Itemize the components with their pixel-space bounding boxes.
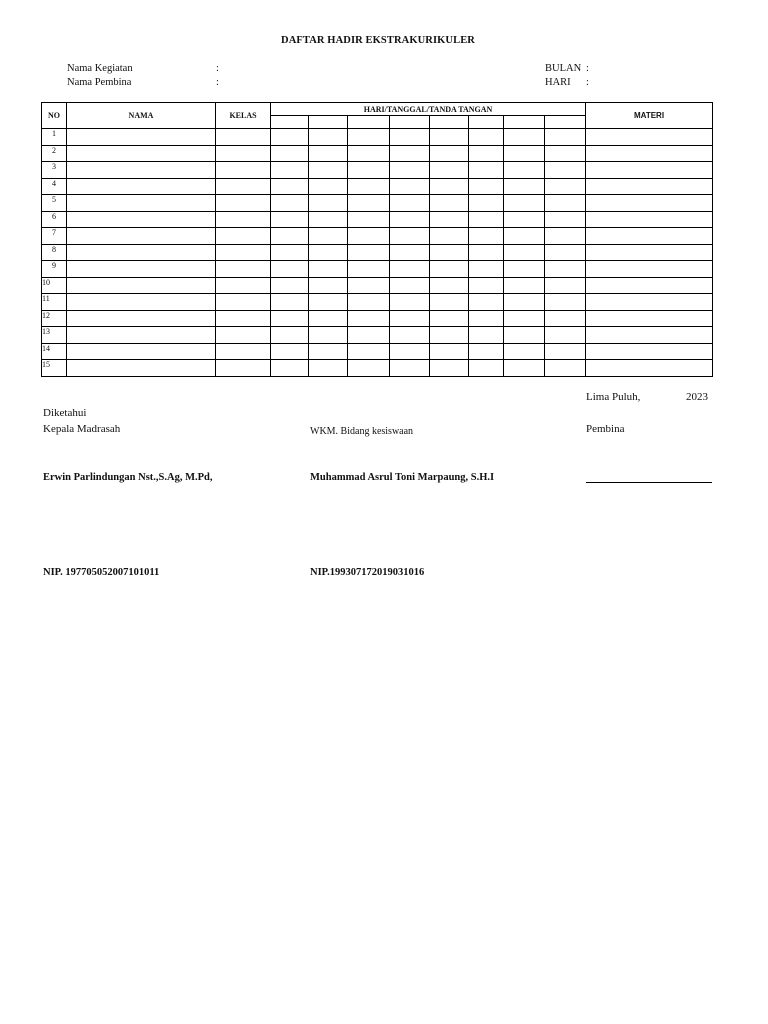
pembina-signature-line [586,482,712,483]
materi-cell [586,178,713,195]
document-title: DAFTAR HADIR EKSTRAKURIKULER [281,35,475,46]
nama-cell [67,261,216,278]
kepala-madrasah-name: Erwin Parlindungan Nst.,S.Ag, M.Pd, [43,472,213,483]
date-cell-7 [504,244,545,261]
nama-cell [67,145,216,162]
table-row [42,261,713,278]
date-column-8 [545,116,586,129]
row-number: 13 [42,327,67,344]
materi-cell [586,343,713,360]
nama-kegiatan-label: Nama Kegiatan [67,63,133,74]
date-cell-1 [271,244,309,261]
date-cell-6 [469,310,504,327]
date-column-3 [348,116,390,129]
materi-cell [586,277,713,294]
date-cell-6 [469,360,504,377]
date-cell-3 [348,178,390,195]
nama-kegiatan-colon: : [216,63,219,74]
nama-pembina-colon: : [216,77,219,88]
materi-cell [586,327,713,344]
date-cell-8 [545,310,586,327]
nama-cell [67,162,216,179]
table-row [42,178,713,195]
date-cell-8 [545,211,586,228]
date-cell-3 [348,244,390,261]
nama-cell [67,178,216,195]
date-cell-6 [469,211,504,228]
pembina-title: Pembina [586,423,625,435]
date-cell-7 [504,343,545,360]
hari-colon: : [586,77,589,88]
header-materi: MATERI [586,103,713,129]
date-cell-7 [504,360,545,377]
date-cell-7 [504,145,545,162]
year: 2023 [686,391,708,403]
nama-cell [67,244,216,261]
date-cell-2 [309,162,348,179]
kelas-cell [216,327,271,344]
table-row [42,162,713,179]
date-cell-3 [348,129,390,146]
date-cell-8 [545,244,586,261]
header-hari-tanggal: HARI/TANGGAL/TANDA TANGAN [271,103,586,116]
date-cell-5 [430,310,469,327]
date-cell-8 [545,360,586,377]
date-cell-4 [390,195,430,212]
date-cell-7 [504,294,545,311]
date-cell-2 [309,228,348,245]
date-cell-6 [469,294,504,311]
nama-cell [67,343,216,360]
date-cell-6 [469,277,504,294]
materi-cell [586,228,713,245]
table-row [42,211,713,228]
row-number: 1 [42,129,67,146]
date-cell-1 [271,277,309,294]
materi-cell [586,129,713,146]
table-row [42,129,713,146]
date-cell-3 [348,145,390,162]
table-row [42,294,713,311]
table-row [42,195,713,212]
date-cell-3 [348,294,390,311]
row-number: 2 [42,145,67,162]
date-cell-6 [469,244,504,261]
table-row [42,360,713,377]
date-cell-3 [348,360,390,377]
nama-cell [67,129,216,146]
table-row [42,277,713,294]
materi-cell [586,360,713,377]
place-date: Lima Puluh, [586,391,641,403]
materi-cell [586,261,713,278]
date-cell-1 [271,343,309,360]
attendance-table [41,102,713,377]
nama-cell [67,294,216,311]
table-row [42,244,713,261]
date-cell-5 [430,261,469,278]
nama-cell [67,310,216,327]
date-cell-4 [390,261,430,278]
date-column-7 [504,116,545,129]
date-cell-1 [271,294,309,311]
kelas-cell [216,178,271,195]
date-cell-4 [390,145,430,162]
header-kelas: KELAS [216,103,271,129]
date-cell-6 [469,162,504,179]
date-cell-5 [430,178,469,195]
row-number: 9 [42,261,67,278]
materi-cell [586,310,713,327]
date-cell-8 [545,178,586,195]
date-cell-4 [390,277,430,294]
date-cell-5 [430,244,469,261]
date-cell-5 [430,129,469,146]
date-cell-4 [390,178,430,195]
row-number: 8 [42,244,67,261]
row-number: 4 [42,178,67,195]
date-cell-1 [271,145,309,162]
wkm-nip: NIP.199307172019031016 [310,567,425,578]
date-cell-8 [545,327,586,344]
date-cell-2 [309,360,348,377]
date-cell-2 [309,277,348,294]
header-no: NO [42,103,67,129]
date-cell-2 [309,129,348,146]
date-cell-6 [469,145,504,162]
nama-cell [67,228,216,245]
date-cell-4 [390,294,430,311]
date-column-2 [309,116,348,129]
materi-cell [586,211,713,228]
kelas-cell [216,343,271,360]
date-column-4 [390,116,430,129]
date-cell-4 [390,162,430,179]
date-cell-6 [469,228,504,245]
date-cell-1 [271,162,309,179]
kelas-cell [216,277,271,294]
date-cell-2 [309,294,348,311]
date-cell-8 [545,294,586,311]
wkm-name: Muhammad Asrul Toni Marpaung, S.H.I [310,472,495,483]
date-cell-5 [430,211,469,228]
date-column-5 [430,116,469,129]
date-cell-3 [348,277,390,294]
date-cell-5 [430,360,469,377]
kelas-cell [216,211,271,228]
date-cell-4 [390,228,430,245]
date-cell-7 [504,327,545,344]
row-number: 14 [42,343,67,360]
date-column-1 [271,116,309,129]
date-cell-2 [309,244,348,261]
date-cell-6 [469,343,504,360]
kelas-cell [216,360,271,377]
kelas-cell [216,145,271,162]
date-cell-5 [430,327,469,344]
date-cell-6 [469,129,504,146]
date-cell-1 [271,360,309,377]
date-cell-1 [271,228,309,245]
date-cell-2 [309,343,348,360]
nama-cell [67,211,216,228]
date-cell-7 [504,178,545,195]
row-number: 5 [42,195,67,212]
date-cell-4 [390,129,430,146]
date-cell-8 [545,277,586,294]
kelas-cell [216,162,271,179]
date-cell-2 [309,211,348,228]
row-number: 12 [42,310,67,327]
date-cell-7 [504,195,545,212]
date-cell-6 [469,261,504,278]
nama-cell [67,277,216,294]
nama-cell [67,195,216,212]
nama-cell [67,327,216,344]
date-cell-2 [309,145,348,162]
date-cell-7 [504,228,545,245]
wkm-title: WKM. Bidang kesiswaan [310,426,414,437]
date-cell-5 [430,343,469,360]
hari-label: HARI [545,77,571,88]
row-number: 15 [42,360,67,377]
date-cell-2 [309,261,348,278]
date-cell-2 [309,195,348,212]
date-cell-8 [545,228,586,245]
date-cell-7 [504,277,545,294]
date-cell-8 [545,343,586,360]
kelas-cell [216,310,271,327]
date-cell-3 [348,327,390,344]
row-number: 11 [42,294,67,311]
date-cell-8 [545,162,586,179]
date-cell-1 [271,211,309,228]
date-cell-1 [271,129,309,146]
date-cell-4 [390,327,430,344]
date-cell-7 [504,162,545,179]
date-cell-6 [469,195,504,212]
kelas-cell [216,294,271,311]
materi-cell [586,244,713,261]
date-cell-1 [271,327,309,344]
kepala-madrasah-title: Kepala Madrasah [43,423,121,435]
date-cell-1 [271,310,309,327]
date-cell-8 [545,195,586,212]
date-cell-2 [309,327,348,344]
nama-pembina-label: Nama Pembina [67,77,132,88]
nama-cell [67,360,216,377]
materi-cell [586,195,713,212]
kelas-cell [216,261,271,278]
date-cell-5 [430,145,469,162]
date-cell-8 [545,261,586,278]
date-column-6 [469,116,504,129]
row-number: 7 [42,228,67,245]
table-row [42,145,713,162]
row-number: 3 [42,162,67,179]
date-cell-5 [430,162,469,179]
date-cell-1 [271,261,309,278]
date-cell-3 [348,261,390,278]
date-cell-4 [390,310,430,327]
date-cell-8 [545,129,586,146]
header-nama: NAMA [67,103,216,129]
date-cell-8 [545,145,586,162]
date-cell-7 [504,129,545,146]
date-cell-1 [271,178,309,195]
row-number: 6 [42,211,67,228]
materi-cell [586,145,713,162]
date-cell-6 [469,327,504,344]
diketahui-label: Diketahui [43,407,87,419]
date-cell-2 [309,310,348,327]
date-cell-1 [271,195,309,212]
date-cell-7 [504,211,545,228]
date-cell-7 [504,310,545,327]
materi-cell [586,162,713,179]
date-cell-6 [469,178,504,195]
date-cell-4 [390,244,430,261]
date-cell-4 [390,343,430,360]
kelas-cell [216,195,271,212]
table-row [42,327,713,344]
date-cell-3 [348,195,390,212]
kelas-cell [216,129,271,146]
date-cell-5 [430,277,469,294]
materi-cell [586,294,713,311]
date-cell-4 [390,360,430,377]
date-cell-3 [348,343,390,360]
date-cell-4 [390,211,430,228]
date-cell-3 [348,310,390,327]
kelas-cell [216,228,271,245]
date-cell-3 [348,228,390,245]
kelas-cell [216,244,271,261]
kepala-madrasah-nip: NIP. 197705052007101011 [43,567,160,578]
table-row [42,310,713,327]
date-cell-5 [430,228,469,245]
date-cell-3 [348,162,390,179]
date-cell-5 [430,195,469,212]
bulan-label: BULAN [545,63,582,74]
date-cell-5 [430,294,469,311]
date-cell-7 [504,261,545,278]
table-row [42,228,713,245]
bulan-colon: : [586,63,589,74]
date-cell-2 [309,178,348,195]
table-row [42,343,713,360]
row-number: 10 [42,277,67,294]
attendance-rows [42,129,713,377]
date-cell-3 [348,211,390,228]
